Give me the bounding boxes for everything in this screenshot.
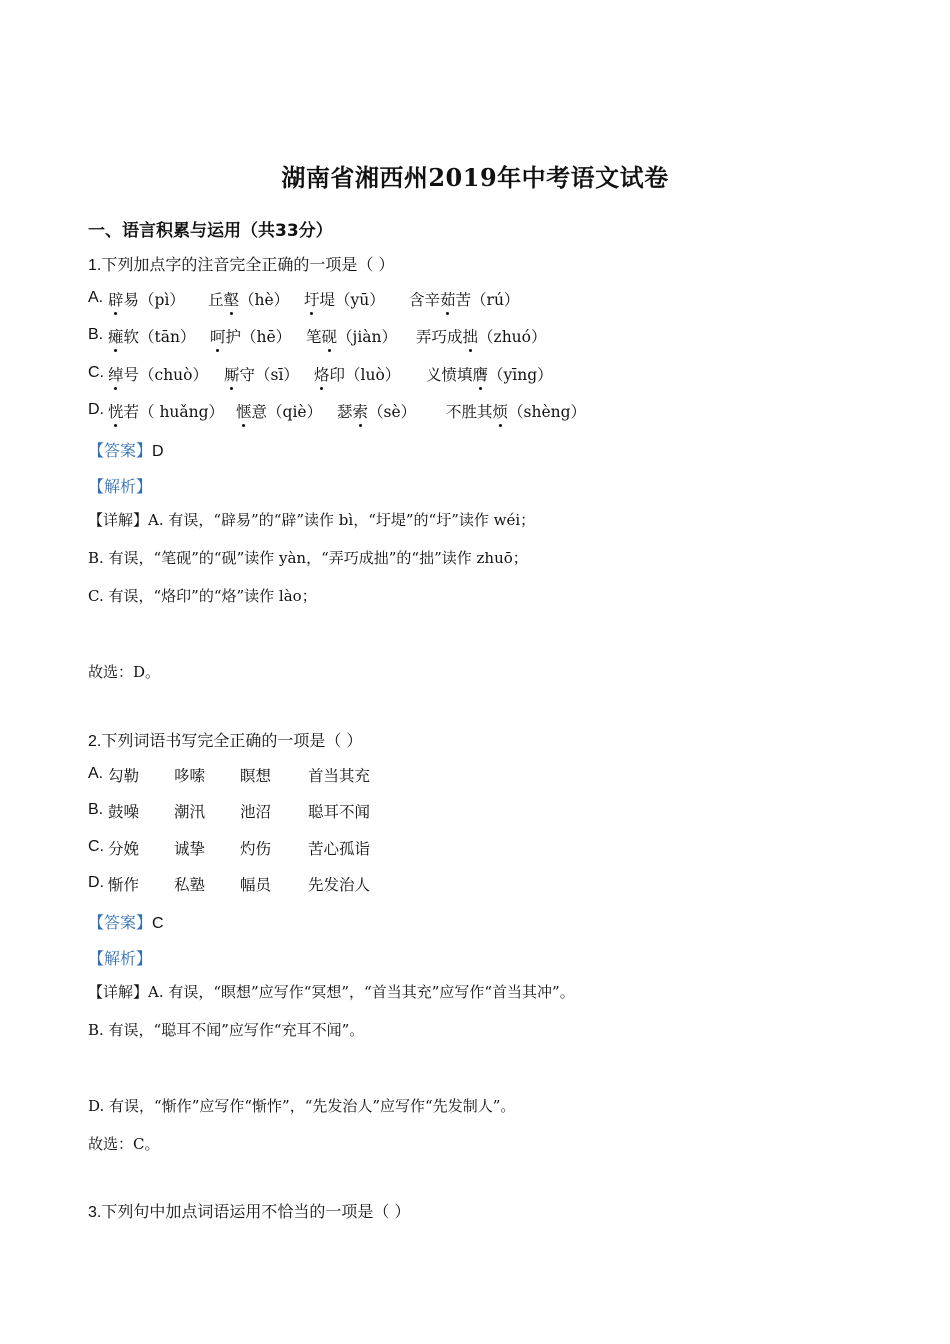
q2-word: 鼓噪 (108, 803, 140, 821)
q2-word: 先发治人 (308, 876, 371, 894)
q1-a-item-2: 丘壑（hè） (208, 291, 290, 309)
question-text: 下列词语书写完全正确的一项是（ ） (101, 731, 363, 750)
q1-detail-line: 【详解】A. 有误，“辟易”的“辟”读作 bì，“圩堤”的“圩”读作 wéi； (88, 511, 536, 529)
answer-label: 【答案】 (88, 441, 153, 460)
q1-b-item-2: 呵护（hē） (210, 328, 292, 346)
q1-b-item-3: 笔砚（jiàn） (306, 328, 398, 346)
q2-answer (88, 910, 164, 933)
option-label: C. (88, 364, 104, 381)
q1-b-item-1: 瘫软（tān） (108, 328, 196, 346)
q1-answer (88, 438, 164, 461)
q2-word: 诚挚 (174, 840, 206, 858)
question-2-stem (88, 728, 362, 751)
q2-word: 潮汛 (174, 803, 206, 821)
page-title: 湖南省湘西州2019年中考语文试卷 (281, 163, 669, 192)
q2-word: 池沼 (240, 803, 272, 821)
q1-c-item-1: 绰号（chuò） (108, 366, 208, 384)
q1-d-item-4: 不胜其烦（shèng） (446, 403, 587, 421)
q1-a-item-4: 含辛茹苦（rú） (409, 291, 520, 309)
question-number: 2. (88, 733, 102, 750)
question-text: 下列句中加点词语运用不恰当的一项是（ ） (101, 1202, 411, 1221)
answer-value: C (152, 915, 164, 932)
q2-conclusion: 故选：C。 (88, 1135, 160, 1153)
q1-detail-line: B. 有误，“笔砚”的“砚”读作 yàn，“弄巧成拙”的“拙”读作 zhuō； (88, 549, 528, 567)
q2-option-b (88, 800, 371, 821)
q2-word: 哆嗦 (174, 767, 206, 785)
option-label: D. (88, 401, 104, 418)
q2-word: 苦心孤诣 (308, 840, 371, 858)
q1-b-item-4: 弄巧成拙（zhuó） (416, 328, 547, 346)
q2-detail-line: 【详解】A. 有误，“瞑想”应写作“冥想”，“首当其充”应写作“首当其冲”。 (88, 983, 575, 1001)
option-label: B. (88, 326, 104, 343)
q1-option-a (88, 288, 520, 309)
question-text: 下列加点字的注音完全正确的一项是（ ） (101, 255, 395, 274)
q1-c-item-2: 厮守（sī） (224, 366, 299, 384)
q2-option-c (88, 837, 371, 858)
option-label: C. (88, 838, 104, 855)
q2-word: 首当其充 (308, 767, 371, 785)
option-label: B. (88, 801, 104, 818)
option-label: A. (88, 289, 104, 306)
question-number: 1. (88, 257, 102, 274)
q2-word: 惭作 (108, 876, 140, 894)
q1-a-item-3: 圩堤（yū） (304, 291, 385, 309)
option-label: D. (88, 874, 104, 891)
q2-word: 灼伤 (240, 840, 272, 858)
q1-c-item-4: 义愤填膺（yīng） (426, 366, 553, 384)
option-label: A. (88, 765, 104, 782)
q1-option-b (88, 325, 547, 346)
section-heading: 一、语言积累与运用（共33分） (88, 221, 333, 241)
q2-word: 私塾 (174, 876, 206, 894)
q1-d-item-1: 恍若（ huǎng） (108, 403, 225, 421)
question-1-stem (88, 252, 394, 275)
q1-analysis-label: 【解析】 (88, 477, 153, 496)
q1-a-item-1: 辟易（pì） (108, 291, 185, 309)
q1-d-item-2: 惬意（qiè） (236, 403, 323, 421)
question-number: 3. (88, 1204, 102, 1221)
q1-d-item-3: 瑟索（sè） (337, 403, 417, 421)
q2-option-d (88, 873, 371, 894)
q1-option-c (88, 363, 553, 384)
q2-word: 幅员 (240, 876, 272, 894)
q2-word: 聪耳不闻 (308, 803, 371, 821)
answer-label: 【答案】 (88, 913, 153, 932)
q1-conclusion: 故选：D。 (88, 663, 161, 681)
q2-option-a (88, 764, 371, 785)
question-3-stem (88, 1199, 410, 1222)
q2-detail-line: B. 有误，“聪耳不闻”应写作“充耳不闻”。 (88, 1021, 365, 1039)
q2-analysis-label: 【解析】 (88, 949, 153, 968)
q1-option-d (88, 400, 587, 421)
q2-word: 分娩 (108, 840, 140, 858)
q2-word: 勾勒 (108, 767, 140, 785)
q2-detail-line: D. 有误，“惭作”应写作“惭怍”，“先发治人”应写作“先发制人”。 (88, 1097, 516, 1115)
answer-value: D (152, 443, 164, 460)
q1-detail-line: C. 有误，“烙印”的“烙”读作 lào； (88, 587, 317, 605)
q2-word: 瞑想 (240, 767, 272, 785)
q1-c-item-3: 烙印（luò） (314, 366, 401, 384)
